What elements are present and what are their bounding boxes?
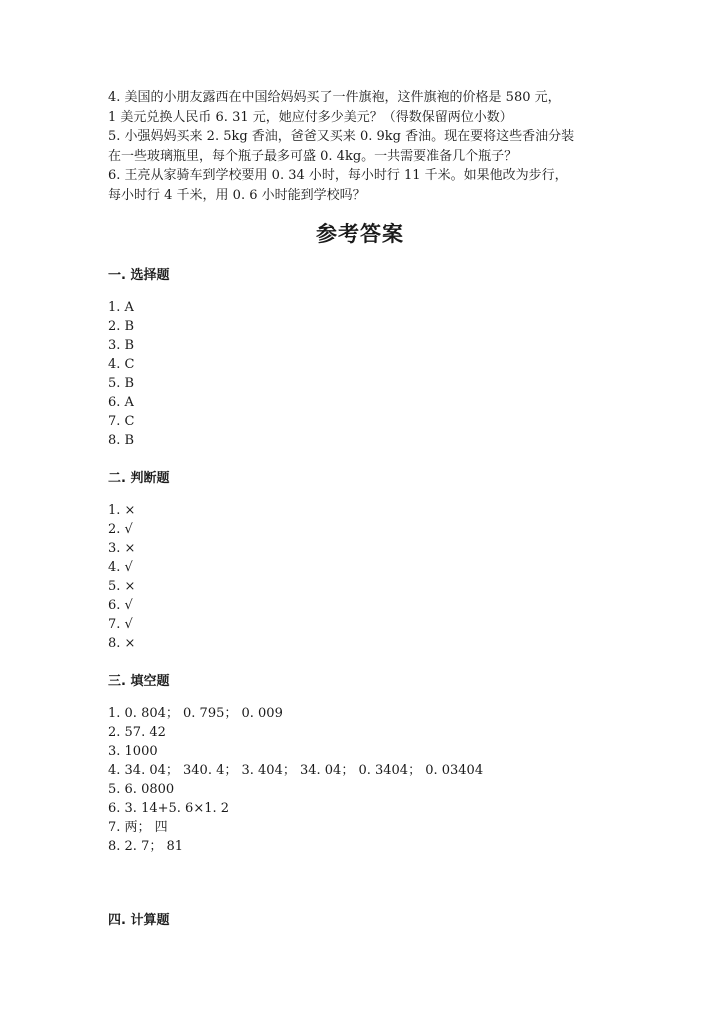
answer-item: 4. √ xyxy=(108,560,133,575)
word-problems xyxy=(108,88,618,205)
section-heading-judgment: 二. 判断题 xyxy=(108,471,170,486)
problem-line: 4. 美国的小朋友露西在中国给妈妈买了一件旗袍，这件旗袍的价格是 580 元， xyxy=(108,90,561,105)
section-heading-calculation: 四. 计算题 xyxy=(108,913,170,928)
answer-item: 1. A xyxy=(108,300,134,315)
answer-item: 5. B xyxy=(108,376,135,391)
answer-item: 7. √ xyxy=(108,617,133,632)
answer-item: 5. 6. 0800 xyxy=(108,782,175,797)
answer-item: 7. C xyxy=(108,414,135,429)
answer-item: 1. × xyxy=(108,503,136,518)
problem-line: 5. 小强妈妈买来 2. 5kg 香油，爸爸又买来 0. 9kg 香油。现在要将这些香油分装 xyxy=(108,129,575,144)
answer-item: 4. 34. 04； 340. 4； 3. 404； 34. 04； 0. 3404； 0. 03404 xyxy=(108,763,484,778)
answer-item: 6. √ xyxy=(108,598,133,613)
answer-item: 3. B xyxy=(108,338,135,353)
answer-item: 8. 2. 7； 81 xyxy=(108,839,184,854)
answer-item: 3. × xyxy=(108,541,136,556)
answer-item: 2. √ xyxy=(108,522,133,537)
answer-item: 5. × xyxy=(108,579,136,594)
problem-line: 每小时行 4 千米，用 0. 6 小时能到学校吗？ xyxy=(108,187,366,203)
answer-list-judgment xyxy=(108,501,135,653)
problem-line: 6. 王亮从家骑车到学校要用 0. 34 小时，每小时行 11 千米。如果他改为步行， xyxy=(108,168,568,183)
answer-key-title: 参考答案 xyxy=(316,222,404,246)
answer-item: 3. 1000 xyxy=(108,744,158,759)
answer-list-choice xyxy=(108,298,134,450)
answer-list-fill-blank xyxy=(108,704,483,856)
answer-item: 8. B xyxy=(108,433,135,448)
section-heading-fill-blank: 三. 填空题 xyxy=(108,674,170,689)
problem-line: 在一些玻璃瓶里，每个瓶子最多可盛 0. 4kg。一共需要准备几个瓶子？ xyxy=(108,148,518,164)
problem-line: 1 美元兑换人民币 6. 31 元，她应付多少美元？（得数保留两位小数） xyxy=(108,109,513,125)
answer-item: 2. B xyxy=(108,319,135,334)
answer-item: 7. 两； 四 xyxy=(108,820,168,835)
answer-item: 4. C xyxy=(108,357,135,372)
section-heading-choice: 一. 选择题 xyxy=(108,268,170,283)
answer-item: 6. A xyxy=(108,395,134,410)
answer-item: 1. 0. 804； 0. 795； 0. 009 xyxy=(108,706,283,721)
answer-item: 2. 57. 42 xyxy=(108,725,166,740)
answer-item: 8. × xyxy=(108,636,136,651)
answer-item: 6. 3. 14+5. 6×1. 2 xyxy=(108,801,230,816)
